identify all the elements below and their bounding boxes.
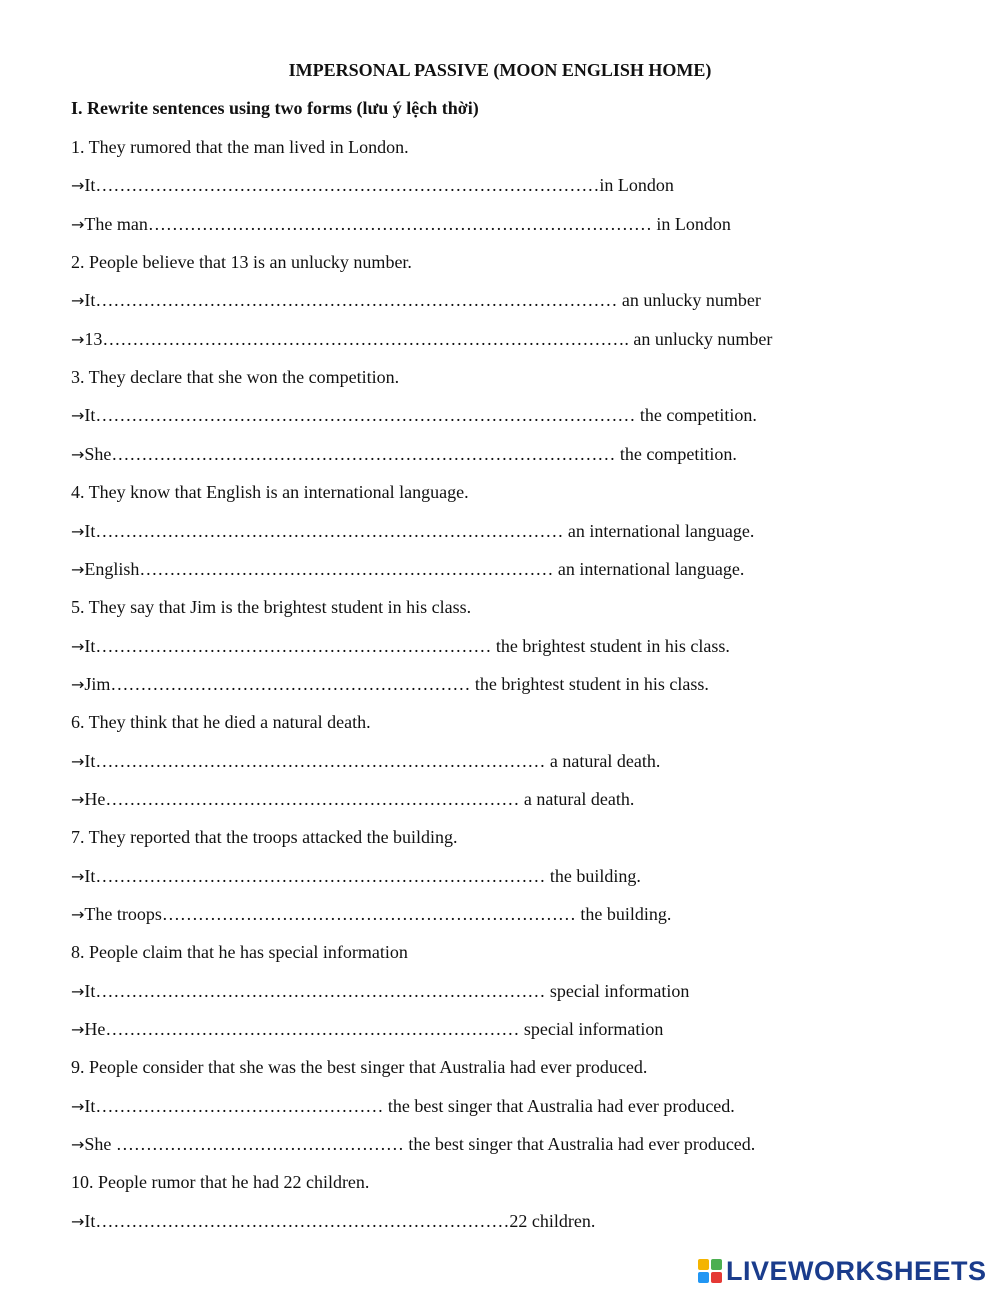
answer-blank[interactable]: ………………………………………………………… [95,635,496,656]
answer-start: The troops [84,904,162,924]
answer-line [71,213,731,236]
question-line: 3. They declare that she won the competition. [71,367,400,388]
arrow-icon: → [71,905,85,924]
answer-start: She [84,1134,116,1155]
logo-mark-icon [698,1259,722,1283]
answer-blank[interactable]: …………………………………………………………………… [95,520,568,541]
answer-end: in London [656,213,731,234]
logo-square-green [711,1259,722,1270]
answer-line [71,673,709,696]
answer-line [71,903,671,926]
answer-blank[interactable]: ………………………………………………………………………… [147,213,657,234]
answer-end: the competition. [639,405,757,426]
answer-start: It [84,980,96,1001]
answer-line [71,558,744,581]
arrow-icon: → [71,1211,85,1231]
answer-start: It [84,1210,96,1231]
question-line: 2. People believe that 13 is an unlucky number. [71,252,412,273]
answer-start: She [84,443,112,464]
answer-line [71,980,689,1003]
answer-start: It [84,520,96,541]
answer-start: It [84,635,96,656]
answer-blank[interactable]: ………………………………………………………………………… [111,443,620,464]
arrow-icon: → [71,291,85,311]
question-line: 10. People rumor that he had 22 children. [71,1172,370,1193]
answer-end: a natural death. [523,788,635,809]
question-line: 8. People claim that he has special information [71,942,408,963]
answer-end: the best singer that Australia had ever produced. [387,1095,735,1116]
answer-line [71,1133,755,1156]
answer-blank[interactable]: ……………………………………………………………………………. [102,328,634,349]
answer-end: the brightest student in his class. [474,673,709,694]
question-line: 5. They say that Jim is the brightest student in his class. [71,597,472,618]
answer-line [71,174,674,197]
logo-text: LIVEWORKSHEETS [726,1255,987,1286]
answer-end: the building. [549,865,641,886]
answer-end: a natural death. [549,750,661,771]
answer-end: the building. [580,904,672,924]
answer-start: English [84,558,140,579]
arrow-icon: → [71,1020,85,1040]
arrow-icon: → [71,176,85,196]
answer-end: special information [549,980,690,1001]
arrow-icon: → [71,1096,85,1116]
answer-line [71,635,730,658]
answer-start: It [84,290,96,311]
arrow-icon: → [71,674,85,694]
question-line: 7. They reported that the troops attacked the building. [71,827,458,848]
answer-line [71,865,641,888]
answer-line [71,1018,663,1041]
liveworksheets-logo [698,1256,987,1286]
arrow-icon: → [71,559,85,579]
section-heading: I. Rewrite sentences using two forms (lưu ý lệch thời) [71,98,479,118]
arrow-icon: → [71,521,85,541]
answer-line [71,750,660,773]
answer-blank[interactable]: …………………………………………………………… [95,1210,510,1231]
answer-line [71,520,754,543]
answer-start: He [84,1019,106,1040]
arrow-icon: → [71,751,85,771]
answer-blank[interactable]: ………………………………………… [95,1095,388,1116]
answer-blank[interactable]: …………………………………………………………… [105,788,524,809]
arrow-icon: → [71,866,85,886]
answer-end: an international language. [567,520,755,541]
question-line: 6. They think that he died a natural death. [71,712,371,733]
arrow-icon: → [71,981,85,1001]
answer-line [71,328,772,351]
answer-line [71,443,737,466]
question-line: 1. They rumored that the man lived in London. [71,137,409,157]
question-line: 4. They know that English is an international language. [71,482,469,503]
answer-end: the competition. [619,443,737,464]
answer-end: the brightest student in his class. [495,635,730,656]
arrow-icon: → [71,789,85,809]
answer-blank[interactable]: …………………………………………………………… [161,904,581,924]
answer-start: It [84,175,96,196]
arrow-icon: → [71,1135,85,1155]
answer-blank[interactable]: ……………………………………………………………………………… [95,405,640,426]
answer-line [71,404,757,427]
answer-start: It [84,1095,96,1116]
answer-start: 13 [84,328,103,349]
answer-blank[interactable]: ………………………………………………………………………… [95,175,600,196]
arrow-icon: → [71,406,85,426]
arrow-icon: → [71,329,85,349]
arrow-icon: → [71,444,85,464]
answer-start: It [84,405,96,426]
logo-square-yellow [698,1259,709,1270]
page-title: IMPERSONAL PASSIVE (MOON ENGLISH HOME) [288,60,712,80]
arrow-icon: → [71,214,85,234]
answer-blank[interactable]: ………………………………………………………………… [95,865,550,886]
answer-end: in London [599,175,674,196]
answer-start: It [84,865,96,886]
logo-square-red [711,1272,722,1283]
logo-square-blue [698,1272,709,1283]
answer-blank[interactable]: ………………………………………………………………… [95,750,550,771]
answer-end: an international language. [557,558,745,579]
answer-start: He [84,788,106,809]
answer-blank[interactable]: ………………………………………………………………… [95,980,550,1001]
answer-start: It [84,750,96,771]
answer-blank[interactable]: …………………………………………………………………………… [95,290,622,311]
answer-end: the best singer that Australia had ever produced. [408,1134,756,1155]
arrow-icon: → [71,636,85,656]
answer-end: special information [523,1019,664,1040]
answer-line [71,1210,595,1233]
answer-line [71,1095,735,1118]
answer-blank[interactable]: …………………………………………………… [110,673,475,694]
answer-blank[interactable]: ………………………………………… [115,1134,409,1155]
answer-blank[interactable]: …………………………………………………………… [139,558,558,579]
answer-start: Jim [84,673,111,694]
answer-end: an unlucky number [621,290,761,311]
answer-start: The man [84,213,148,234]
answer-line [71,289,761,312]
question-line: 9. People consider that she was the best singer that Australia had ever produced. [71,1057,648,1078]
answer-end: an unlucky number [633,328,773,349]
answer-blank[interactable]: …………………………………………………………… [105,1019,524,1040]
answer-end: 22 children. [509,1210,596,1231]
answer-line [71,788,634,811]
